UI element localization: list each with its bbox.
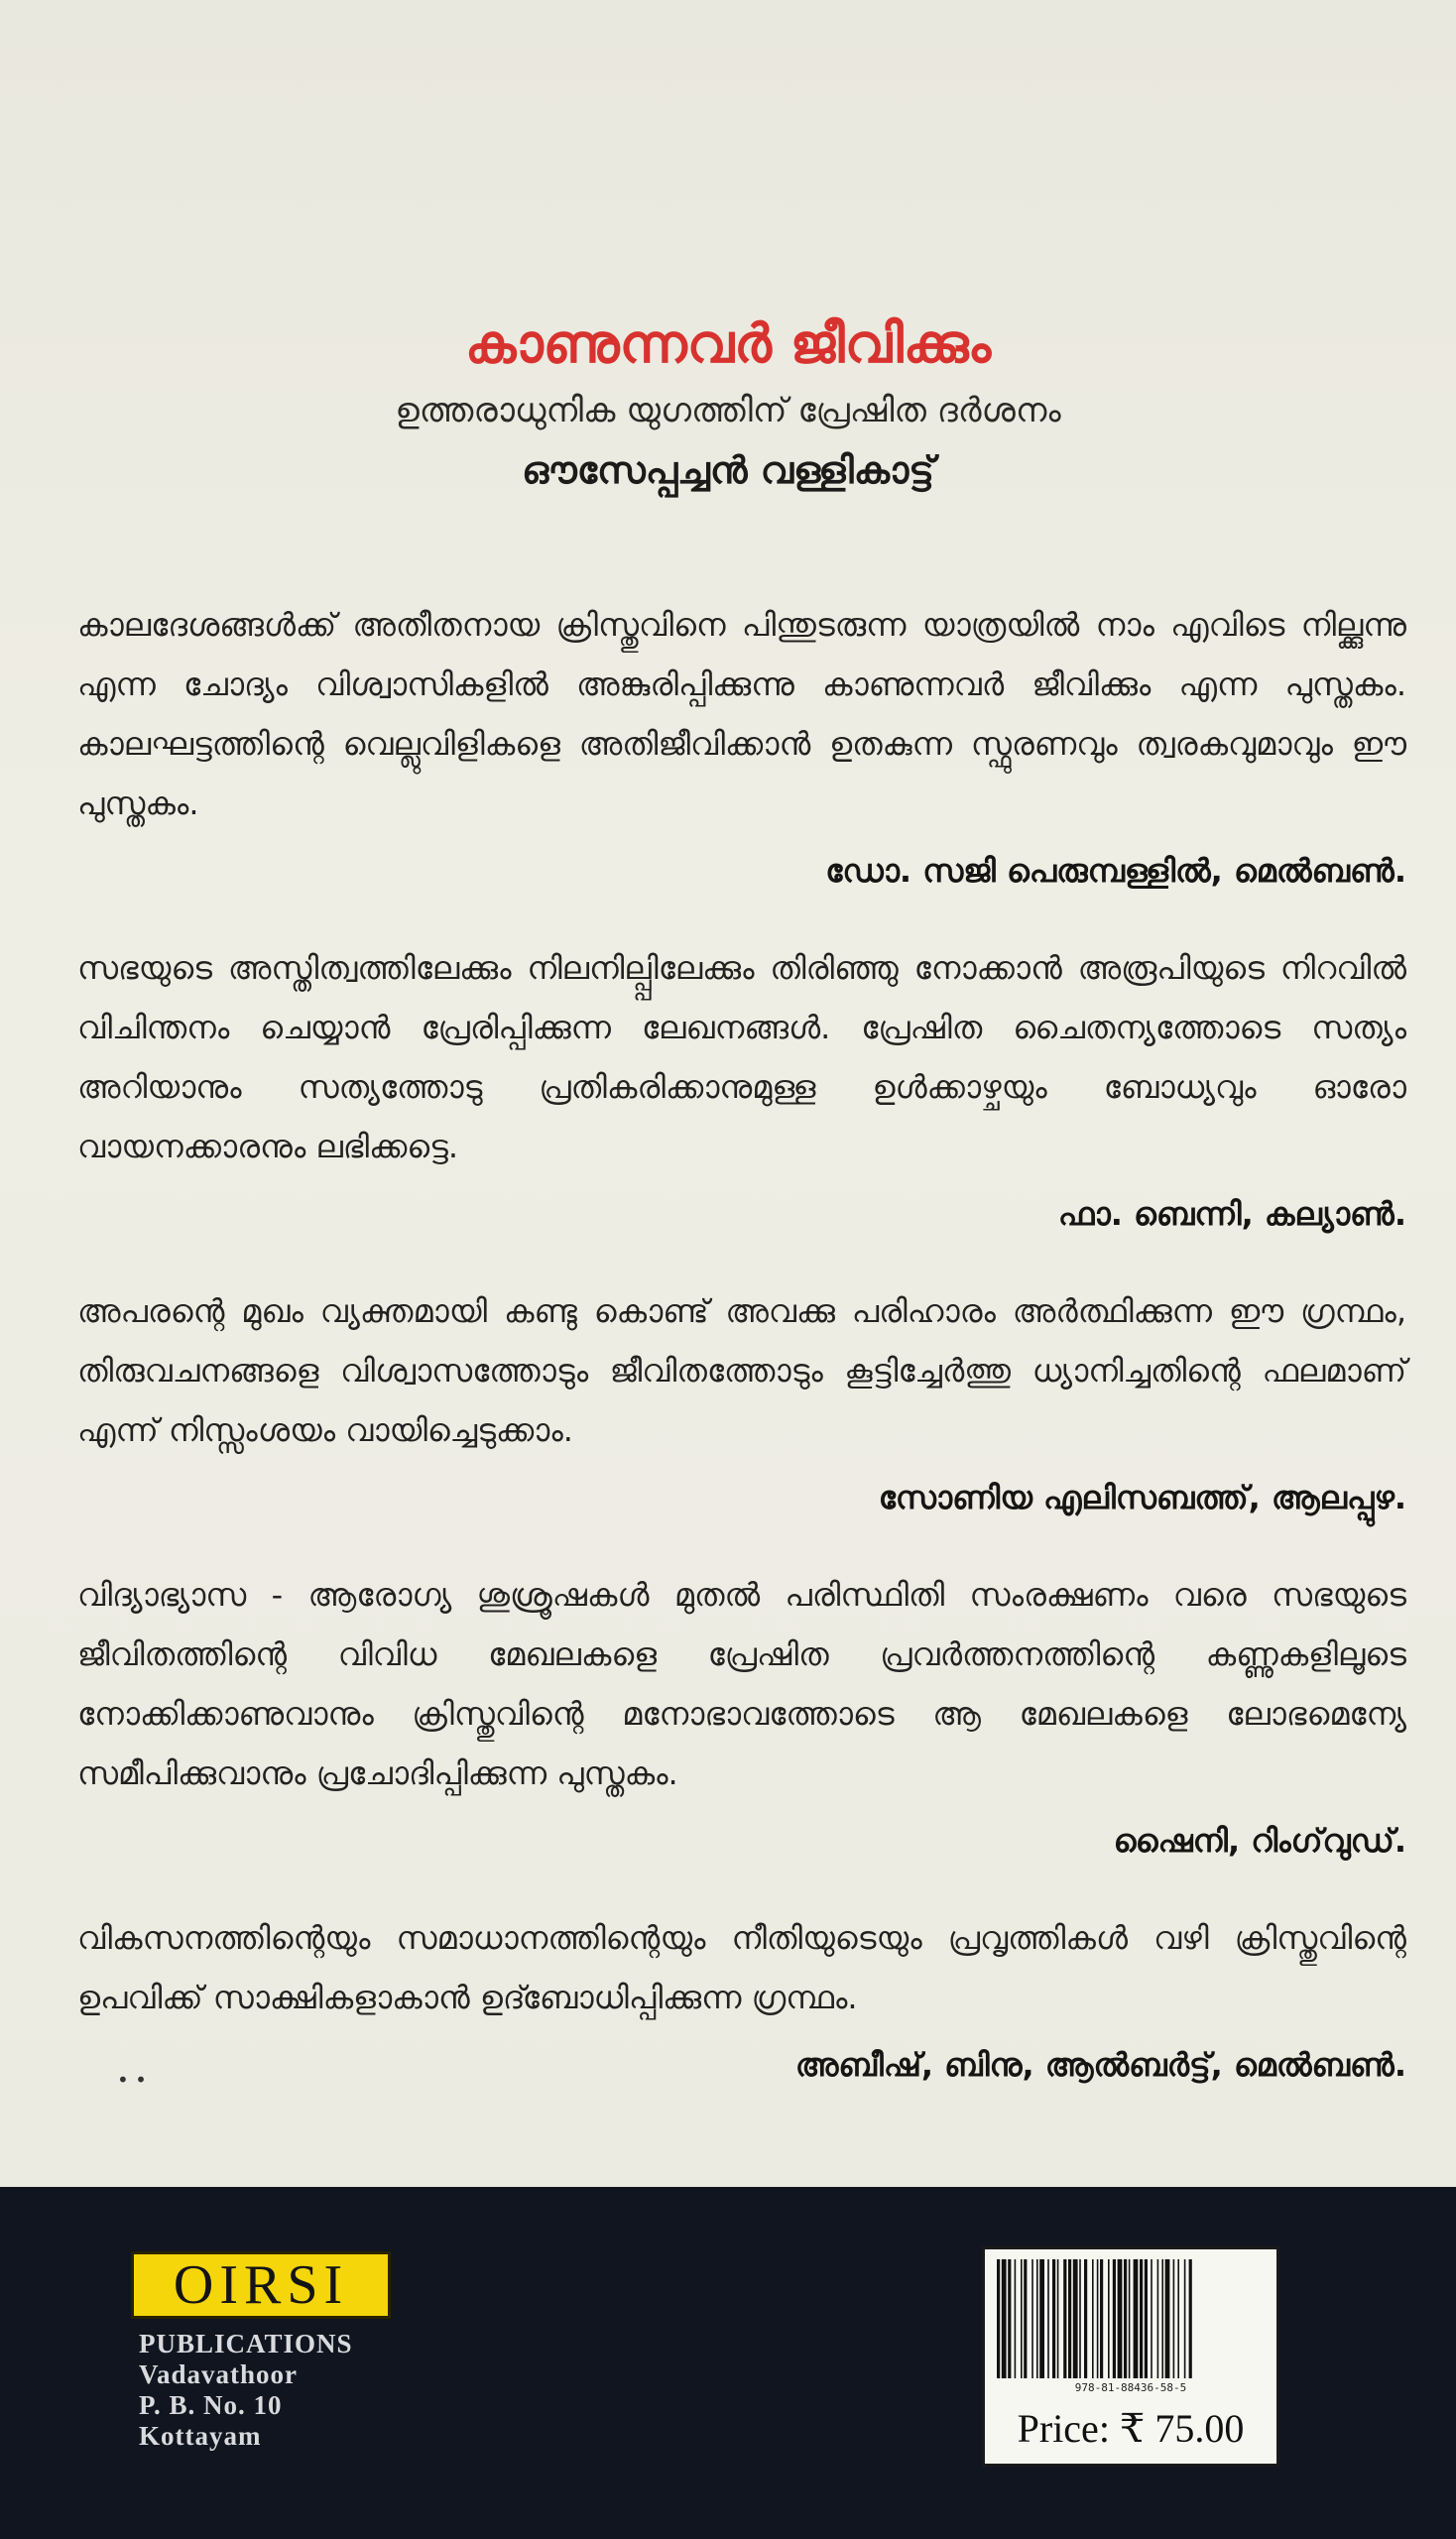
review-author: ഫാ. ബെന്നി, കല്യാൺ. (1057, 1195, 1406, 1233)
review-text: അപരന്റെ മുഖം വ്യക്തമായി കണ്ടു കൊണ്ട് അവക്കു പരിഹാരം അർത്ഥിക്കുന്ന ഈ ഗ്രന്ഥം, തിരുവചനങ്ങളെ വിശ്വാസത്തോടും ജീവിതത്തോടും കൂട്ടിച്ചേർത്തു ധ്യാനിച്ചതിന്റെ ഫലമാണ് എന്ന് നിസ്സംശയം വായിച്ചെടുക്കാം. (77, 1292, 1406, 1449)
isbn-number: 978-81-88436-58-5 (1074, 2381, 1187, 2394)
book-subtitle: ഉത്തരാധുനിക യുഗത്തിന് പ്രേഷിത ദർശനം (395, 390, 1061, 430)
publisher-place: Vadavathoor (139, 2359, 299, 2389)
review-author: ഷൈനി, റിംഗ്‌വുഡ്. (1113, 1822, 1406, 1860)
publisher-logo (131, 2251, 391, 2319)
print-speck: • • (117, 2068, 147, 2092)
review-author: സോണിയ എലിസബത്ത്, ആലപ്പുഴ. (878, 1479, 1406, 1516)
publisher-address (139, 2329, 353, 2452)
title-block (0, 312, 1456, 493)
publisher-logo-text: OIRSI (173, 2254, 349, 2316)
review-text: വിദ്യാഭ്യാസ - ആരോഗ്യ ശുശ്രൂഷകൾ മുതൽ പരിസ്ഥിതി സംരക്ഷണം വരെ സഭയുടെ ജീവിതത്തിന്റെ വിവിധ മേഖലകളെ പ്രേഷിത പ്രവർത്തനത്തിന്റെ കണ്ണുകളിലൂടെ നോക്കിക്കാണുവാനും ക്രിസ്തുവിന്റെ മനോഭാവത്തോടെ ആ മേഖലകളെ ലോഭമെന്യേ സമീപിക്കുവാനും പ്രചോദിപ്പിക്കുന്ന പുസ്തകം. (77, 1576, 1406, 1792)
review-list (77, 595, 1406, 2091)
barcode-label (982, 2246, 1279, 2467)
review-text: വികസനത്തിന്റെയും സമാധാനത്തിന്റെയും നീതിയുടെയും പ്രവൃത്തികൾ വഴി ക്രിസ്തുവിന്റെ ഉപവിക്ക് സാക്ഷികളാകാൻ ഉദ്ബോധിപ്പിക്കുന്ന ഗ്രന്ഥം. (77, 1919, 1406, 2016)
review-text: കാലദേശങ്ങൾക്ക് അതീതനായ ക്രിസ്തുവിനെ പിന്തുടരുന്ന യാത്രയിൽ നാം എവിടെ നില്ക്കുന്നു എന്ന ചോദ്യം വിശ്വാസികളിൽ അങ്കുരിപ്പിക്കുന്നു കാണുന്നവർ ജീവിക്കും എന്ന പുസ്തകം. കാലഘട്ടത്തിന്റെ വെല്ലുവിളികളെ അതിജീവിക്കാൻ ഉതകുന്ന സ്ഫുരണവും ത്വരകവുമാവും ഈ പുസ്തകം. (77, 606, 1406, 822)
review-item (77, 1908, 1406, 2091)
book-title: കാണുന്നവർ ജീവിക്കും (464, 312, 992, 375)
price-label: Price: ₹ 75.00 (1017, 2406, 1245, 2451)
review-item (77, 595, 1406, 897)
review-author: ഡോ. സജി പെരുമ്പള്ളിൽ, മെൽബൺ. (825, 852, 1406, 890)
review-author: അബീഷ്, ബിനു, ആൽബർട്ട്, മെൽബൺ. (794, 2046, 1406, 2084)
publisher-name: PUBLICATIONS (139, 2329, 353, 2358)
review-item (77, 938, 1406, 1240)
cover-footer-band (0, 2187, 1456, 2539)
publisher-city: Kottayam (139, 2421, 262, 2451)
publisher-pobox: P. B. No. 10 (139, 2390, 283, 2420)
barcode-icon (995, 2259, 1267, 2378)
book-author: ഔസേപ്പച്ചൻ വള്ളികാട്ട് (522, 447, 934, 492)
review-item (77, 1281, 1406, 1523)
review-item (77, 1565, 1406, 1867)
review-text: സഭയുടെ അസ്തിത്വത്തിലേക്കും നിലനില്പ്പിലേക്കും തിരിഞ്ഞു നോക്കാൻ അരൂപിയുടെ നിറവിൽ വിചിന്തനം ചെയ്യാൻ പ്രേരിപ്പിക്കുന്ന ലേഖനങ്ങൾ. പ്രേഷിത ചൈതന്യത്തോടെ സത്യം അറിയാനും സത്യത്തോടു പ്രതികരിക്കാനുമുള്ള ഉൾക്കാഴ്ചയും ബോധ്യവും ഓരോ വായനക്കാരനും ലഭിക്കട്ടെ. (77, 949, 1406, 1165)
